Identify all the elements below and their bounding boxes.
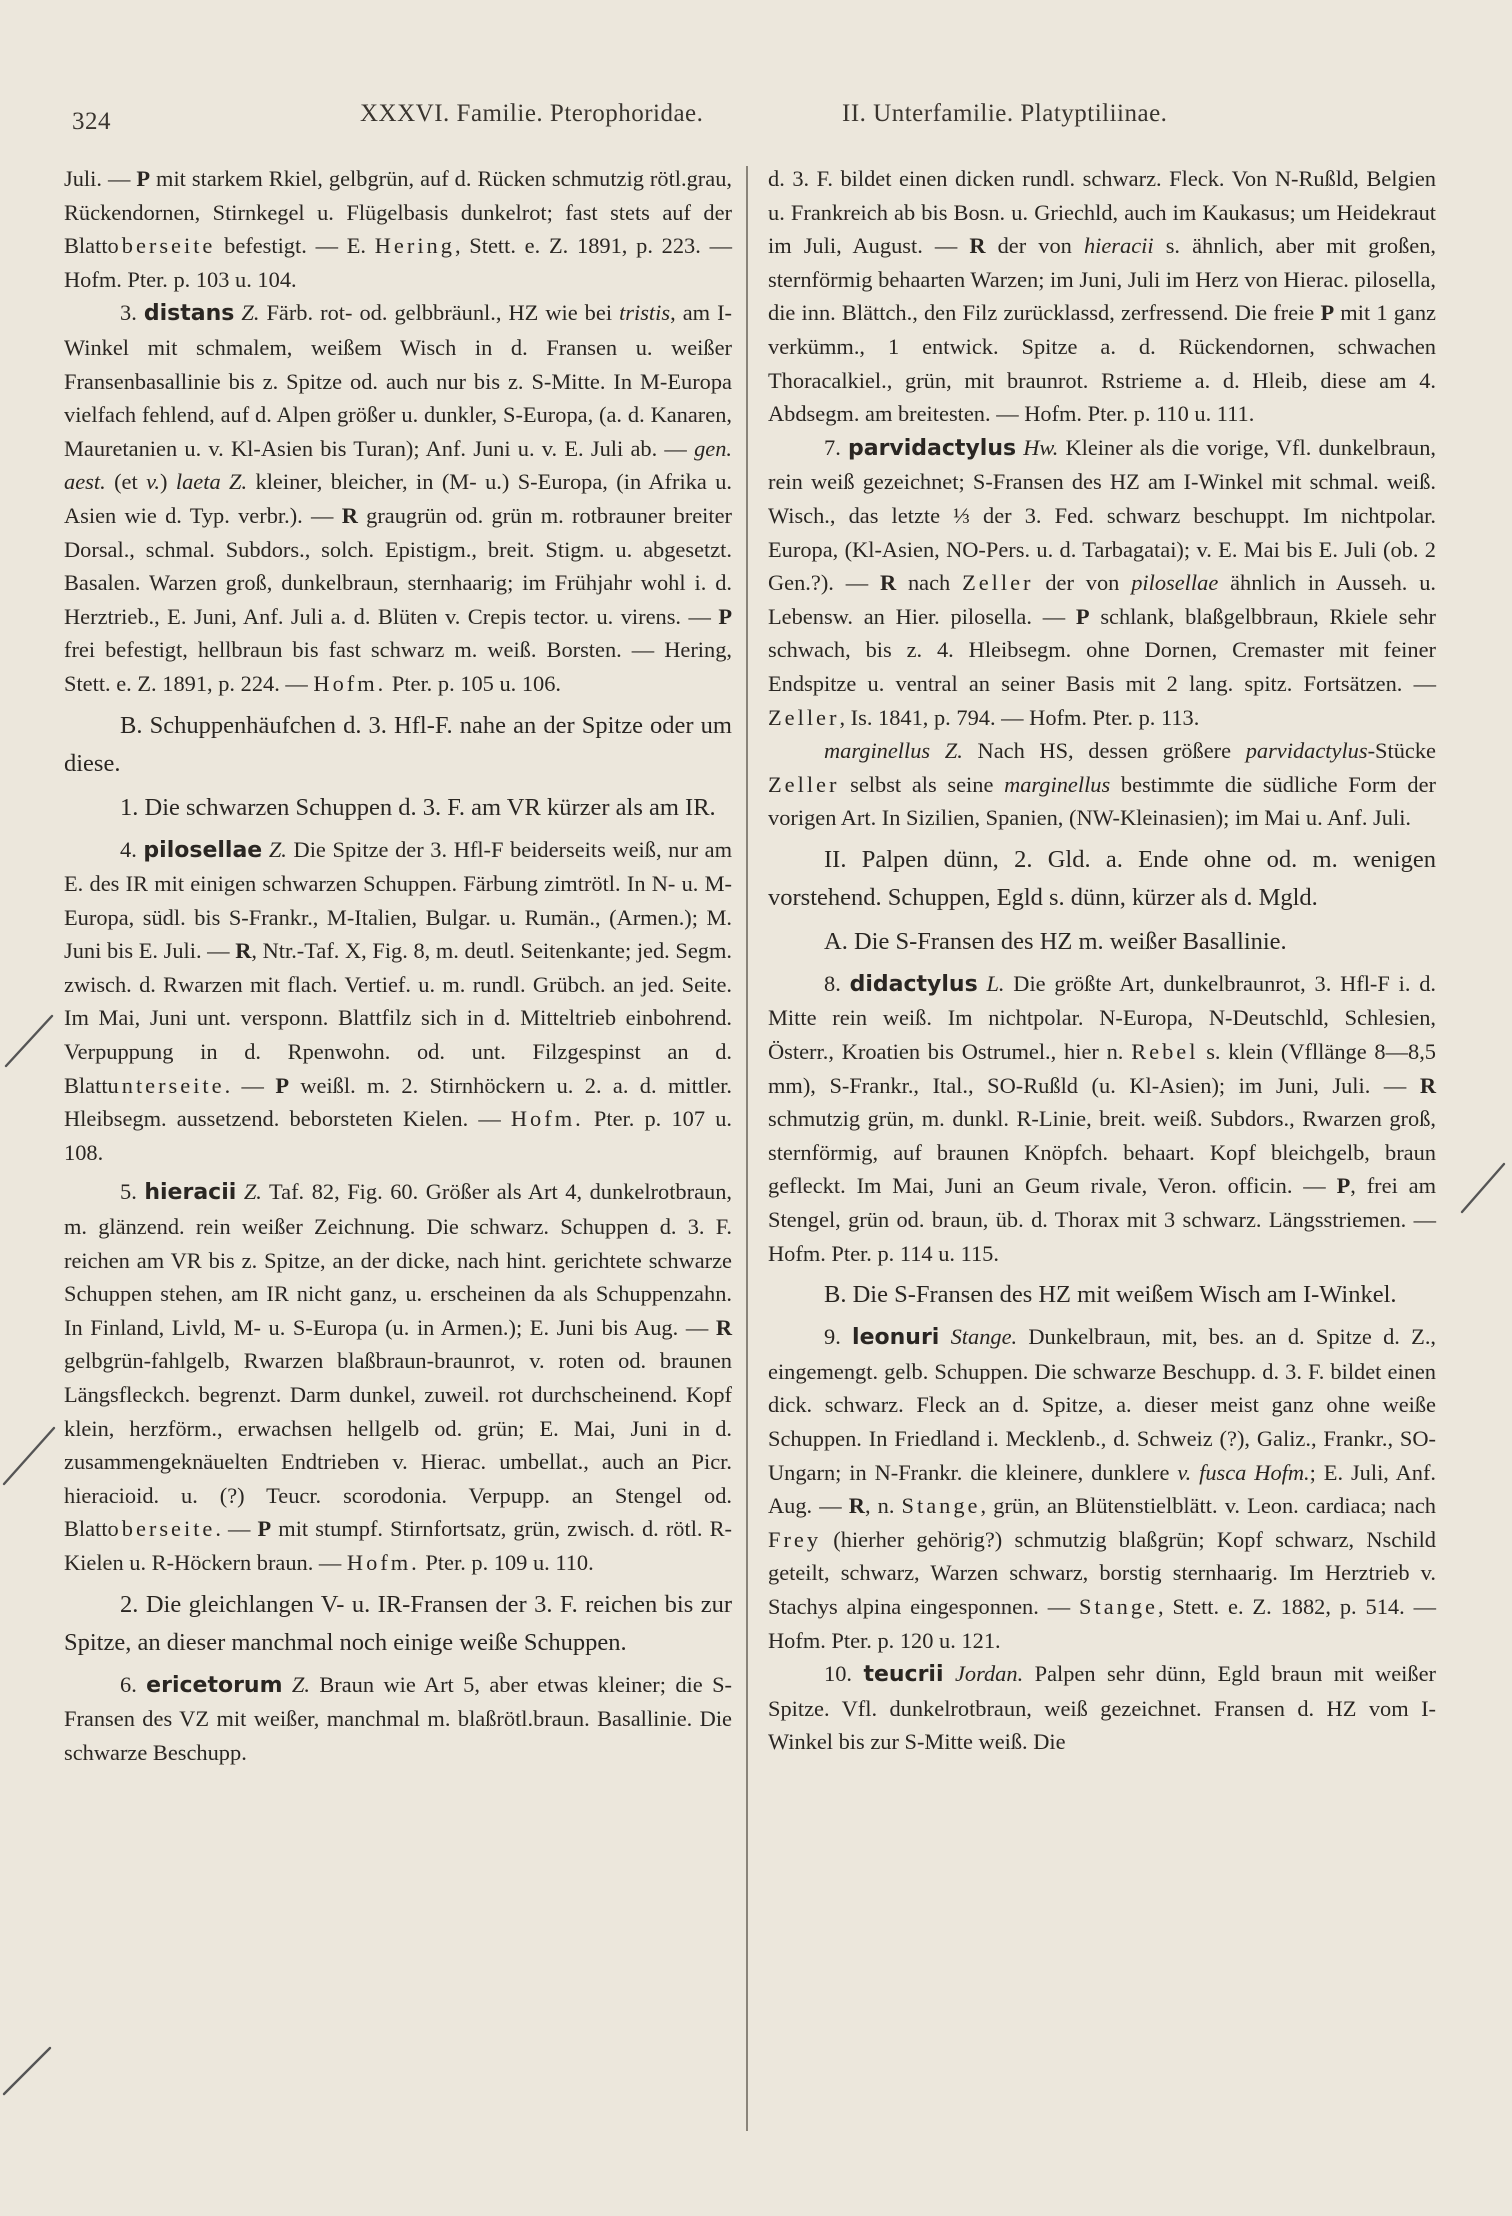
paragraph: 5. hieracii Z. Taf. 82, Fig. 60. Größer als Art 4, dunkelrotbraun, m. glänzend. rein weißer Zeichnung. Die schwarz. Schuppen d. 3. F. reichen am VR bis z. Spitze, an der dicke, nach hint. gerichtete schwarze Schuppen stehen, am IR nicht ganz, u. erscheinen da als Schuppenzahn. In Finland, Livld, M- u. S-Europa (u. in Armen.); E. Juni bis Aug. — R gelbgrün-fahlgelb, Rwarzen blaßbraun-braunrot, v. roten od. braunen Längsfleckch. begrenzt. Darm dunkel, zuweil. rot durchscheinend. Kopf klein, herzförm., erwachsen hellgelb od. grün; E. Mai, Juni in d. zusammengeknäuelten Endtrieben v. Hierac. umbellat., auch an Picr. hieracioid. u. (?) Teucr. scorodonia. Verpupp. an Stengel od. Blattoberseite. — P mit stumpf. Stirnfortsatz, grün, zwisch. d. rötl. R-Kielen u. R-Höckern braun. — Hofm. Pter. p. 109 u. 110. (64, 1179, 732, 1575)
paragraph: 9. leonuri Stange. Dunkelbraun, mit, bes. an d. Spitze d. Z., eingemengt. gelb. Schuppen. Die schwarze Beschupp. d. 3. F. bildet einen dick. schwarz. Fleck an d. Spitze, a. dieser meist ganz ohne weiße Schuppen. In Friedland i. Mecklenb., d. Schweiz (?), Galiz., Frankr., SO-Ungarn; in N-Frankr. die kleinere, dunklere v. fusca Hofm.; E. Juli, Anf. Aug. — R, n. Stange, grün, an Blütenstielblätt. v. Leon. cardiaca; nach Frey (hierher gehörig?) schmutzig blaßgrün; Kopf schwarz, Nschild geteilt, schwarz, Warzen schwarz, borstig sternhaarig. Im Herztrieb v. Stachys alpina eingesponnen. — Stange, Stett. e. Z. 1882, p. 514. — Hofm. Pter. p. 120 u. 121. (768, 1324, 1437, 1653)
paragraph: 2. Die gleichlangen V- u. IR-Fransen der 3. F. reichen bis zur Spitze, an dieser manchmal noch einige weiße Schuppen. (64, 1590, 732, 1656)
right-column (768, 162, 1436, 1759)
paragraph: 7. parvidactylus Hw. Kleiner als die vorige, Vfl. dunkelbraun, rein weiß gezeichnet; S-Fransen des HZ am I-Winkel mit schmal. weiß. Wisch., das letzte ⅓ der 3. Fed. schwarz beschuppt. Im nichtpolar. Europa, (Kl-Asien, NO-Pers. u. d. Tarbagatai); v. E. Mai bis E. Juli (ob. 2 Gen.?). — R nach Zeller der von pilosellae ähnlich in Ausseh. u. Lebensw. an Hier. pilosella. — P schlank, blaßgelbbraun, Rkiele sehr schwach, bis z. 4. Hleibsegm. ohne Dornen, Cremaster mit feiner Endspitze u. ventral an seiner Basis mit 2 lang. spitz. Fortsätzen. — Zeller, Is. 1841, p. 794. — Hofm. Pter. p. 113. (768, 434, 1437, 730)
header-family: XXXVI. Familie. Pterophoridae. (360, 100, 704, 127)
paragraph: B. Die S-Fransen des HZ mit weißem Wisch am I-Winkel. (824, 1281, 1397, 1309)
column-divider (746, 166, 748, 2131)
header-subfamily: II. Unterfamilie. Platyptiliinae. (842, 100, 1168, 127)
pencil-tick-mark (0, 2040, 60, 2100)
paragraph: 10. teucrii Jordan. Palpen sehr dünn, Egld braun mit weißer Spitze. Vfl. dunkelrotbraun, weiß gezeichnet. Fransen d. HZ vom I-Winkel bis zur S-Mitte weiß. Die (768, 1661, 1436, 1755)
left-column (64, 162, 732, 1769)
pencil-tick-mark (0, 1420, 60, 1490)
paragraph: 6. ericetorum Z. Braun wie Art 5, aber etwas kleiner; die S-Fransen des VZ mit weißer, manchmal m. blaßrötl.braun. Basallinie. Die schwarze Beschupp. (64, 1671, 732, 1765)
pencil-tick-mark (1456, 1160, 1512, 1220)
running-header (70, 96, 1450, 140)
paragraph: 3. distans Z. Färb. rot- od. gelbbräunl., HZ wie bei tristis, am I-Winkel mit schmalem, weißem Wisch in d. Fransen u. weißer Fransenbasallinie bis z. Spitze od. auch nur bis z. S-Mitte. In M-Europa vielfach fehlend, auf d. Alpen größer u. dunkler, S-Europa, (a. d. Kanaren, Mauretanien u. v. Kl-Asien bis Turan); Anf. Juni u. v. E. Juli ab. — gen. aest. (et v.) laeta Z. kleiner, bleicher, in (M- u.) S-Europa, (in Afrika u. Asien wie d. Typ. verbr.). — R graugrün od. grün m. rotbrauner breiter Dorsal., schmal. Subdors., solch. Epistigm., breit. Stigm. u. abgesetzt. Basalen. Warzen groß, dunkelbraun, sternhaarig; im Frühjahr wohl i. d. Herztrieb., E. Juni, Anf. Juli a. d. Blüten v. Crepis tector. u. virens. — P frei befestigt, hellbraun bis fast schwarz m. weiß. Borsten. — Hering, Stett. e. Z. 1891, p. 224. — Hofm. Pter. p. 105 u. 106. (64, 300, 733, 696)
paragraph: 8. didactylus L. Die größte Art, dunkelbraunrot, 3. Hfl-F i. d. Mitte rein weiß. Im nichtpolar. N-Europa, N-Deutschld, Schlesien, Österr., Kroatien bis Ostrumel., hier n. Rebel s. klein (Vfllänge 8—8,5 mm), S-Frankr., Ital., SO-Rußld (u. Kl-Asien); im Juni, Juli. — R schmutzig grün, m. dunkl. R-Linie, breit. weiß. Subdors., Rwarzen groß, sternförmig, auf braunen Knöpfch. behaart. Kopf bleichgelb, braun gefleckt. Im Mai, Juni an Geum rivale, Veron. officin. — P, frei am Stengel, grün od. braun, üb. d. Thorax mit 3 schwarz. Längsstriemen. — Hofm. Pter. p. 114 u. 115. (768, 970, 1437, 1266)
paragraph: marginellus Z. Nach HS, dessen größere parvidactylus-Stücke Zeller selbst als seine marginellus bestimmte die südliche Form der vorigen Art. In Sizilien, Spanien, (NW-Kleinasien); im Mai u. Anf. Juli. (768, 738, 1436, 831)
page-number: 324 (72, 108, 111, 135)
paragraph: d. 3. F. bildet einen dicken rundl. schwarz. Fleck. Von N-Rußld, Belgien u. Frankreich ab bis Bosn. u. Griechld, auch im Kaukasus; um Heidekraut im Juli, August. — R der von hieracii s. ähnlich, aber mit großen, sternförmig behaarten Warzen; im Juni, Juli im Herz von Hierac. pilosella, die inn. Blättch., den Filz zurücklassd, zerfressend. Die freie P mit 1 ganz verkümm., 1 entwick. Spitze a. d. Rückendornen, schwachen Thoracalkiel., grün, mit braunrot. Rstrieme a. d. Hleib, diese am 4. Abdsegm. am breitesten. — Hofm. Pter. p. 110 u. 111. (768, 166, 1436, 427)
paragraph: 4. pilosellae Z. Die Spitze der 3. Hfl-F beiderseits weiß, nur am E. des IR mit einigen schwarzen Schuppen. Färbung zimtrötl. In N- u. M-Europa, südl. bis S-Frankr., M-Italien, Bulgar. u. Rumän., (Armen.); M. Juni bis E. Juli. — R, Ntr.-Taf. X, Fig. 8, m. deutl. Seitenkante; jed. Segm. zwisch. d. Rwarzen mit flach. Vertief. u. m. rundl. Grübch. an jed. Seite. Im Mai, Juni unt. versponn. Blattfilz sich in d. Mitteltrieb einbohrend. Verpuppung in d. Rpenwohn. od. unt. Filzgespinst an d. Blattunterseite. — P weißl. m. 2. Stirnhöckern u. 2. a. d. mittler. Hleibsegm. aussetzend. beborsteten Kielen. — Hofm. Pter. p. 107 u. 108. (64, 836, 732, 1165)
paragraph: B. Schuppenhäufchen d. 3. Hfl-F. nahe an der Spitze oder um diese. (64, 711, 732, 777)
paragraph: 1. Die schwarzen Schuppen d. 3. F. am VR kürzer als am IR. (120, 793, 716, 821)
paragraph: A. Die S-Fransen des HZ m. weißer Basallinie. (824, 927, 1287, 955)
paragraph: Juli. — P mit starkem Rkiel, gelbgrün, auf d. Rücken schmutzig rötl.grau, Rückendornen, Stirnkegel u. Flügelbasis dunkelrot; fast stets auf der Blattoberseite befestigt. — E. Hering, Stett. e. Z. 1891, p. 223. — Hofm. Pter. p. 103 u. 104. (64, 166, 732, 292)
pencil-tick-mark (0, 1010, 60, 1070)
paragraph: II. Palpen dünn, 2. Gld. a. Ende ohne od. m. wenigen vorstehend. Schuppen, Egld s. dünn, kürzer als d. Mgld. (768, 845, 1436, 911)
